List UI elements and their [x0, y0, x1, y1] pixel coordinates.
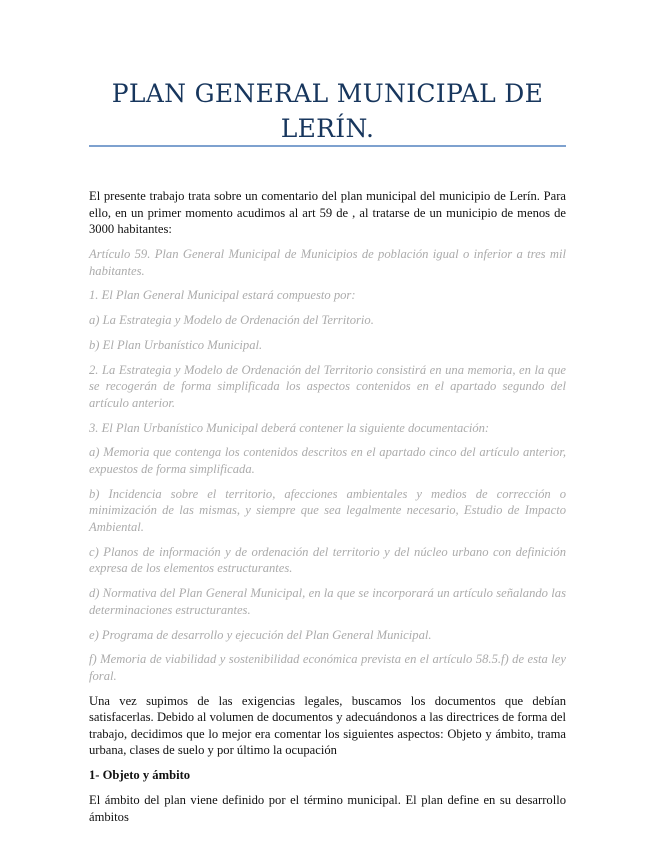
quote-paragraph: b) Incidencia sobre el territorio, afecciones ambientales y medios de corrección o minimización de las mismas, y siempre que sea legalmente necesario, Estudio de Impacto Ambiental. [89, 486, 566, 534]
quote-paragraph: 2. La Estrategia y Modelo de Ordenación del Territorio consistirá en una memoria, en la que se recogerán de forma simplificada los aspectos contenidos en el apartado segundo del artículo anterior. [89, 362, 566, 410]
body-paragraph: El ámbito del plan viene definido por el término municipal. El plan define en su desarrollo ámbitos [89, 793, 566, 824]
document-body [89, 188, 566, 833]
intro-paragraph: El presente trabajo trata sobre un comentario del plan municipal del municipio de Lerín. Para ello, en un primer momento acudimos al art 59 de , al tratarse de un municipio de menos de 3000 habitantes: [89, 189, 566, 237]
document-title: PLAN GENERAL MUNICIPAL DE LERÍN. [111, 79, 544, 143]
quote-paragraph: e) Programa de desarrollo y ejecución del Plan General Municipal. [89, 627, 432, 642]
quote-paragraph: 1. El Plan General Municipal estará compuesto por: [89, 288, 356, 303]
quote-paragraph: Artículo 59. Plan General Municipal de Municipios de población igual o inferior a tres mil habitantes. [89, 246, 566, 278]
quote-paragraph: c) Planos de información y de ordenación del territorio y del núcleo urbano con definición expresa de los elementos estructurantes. [89, 544, 566, 576]
quote-paragraph: b) El Plan Urbanístico Municipal. [89, 337, 263, 352]
section-heading: 1- Objeto y ámbito [89, 768, 191, 783]
quote-paragraph: a) Memoria que contenga los contenidos descritos en el apartado cinco del artículo anterior, expuestos de forma simplificada. [89, 445, 566, 477]
quote-paragraph: f) Memoria de viabilidad y sostenibilidad económica prevista en el artículo 58.5.f) de esta ley foral. [89, 652, 566, 683]
quote-paragraph: a) La Estrategia y Modelo de Ordenación del Territorio. [89, 313, 374, 328]
body-paragraph: Una vez supimos de las exigencias legales, buscamos los documentos que debían satisfacerlas. Debido al volumen de documentos y adecuándonos a las directrices de forma del trabajo, decidimos que lo mejor era comentar los siguientes aspectos: Objeto y ámbito, trama urbana, clases de suelo y por último la ocupación [89, 693, 566, 758]
title-underline-divider [89, 145, 566, 147]
quote-paragraph: d) Normativa del Plan General Municipal, en la que se incorporará un artículo señalando las determinaciones estructurantes. [89, 586, 566, 617]
quote-paragraph: 3. El Plan Urbanístico Municipal deberá contener la siguiente documentación: [89, 420, 490, 435]
